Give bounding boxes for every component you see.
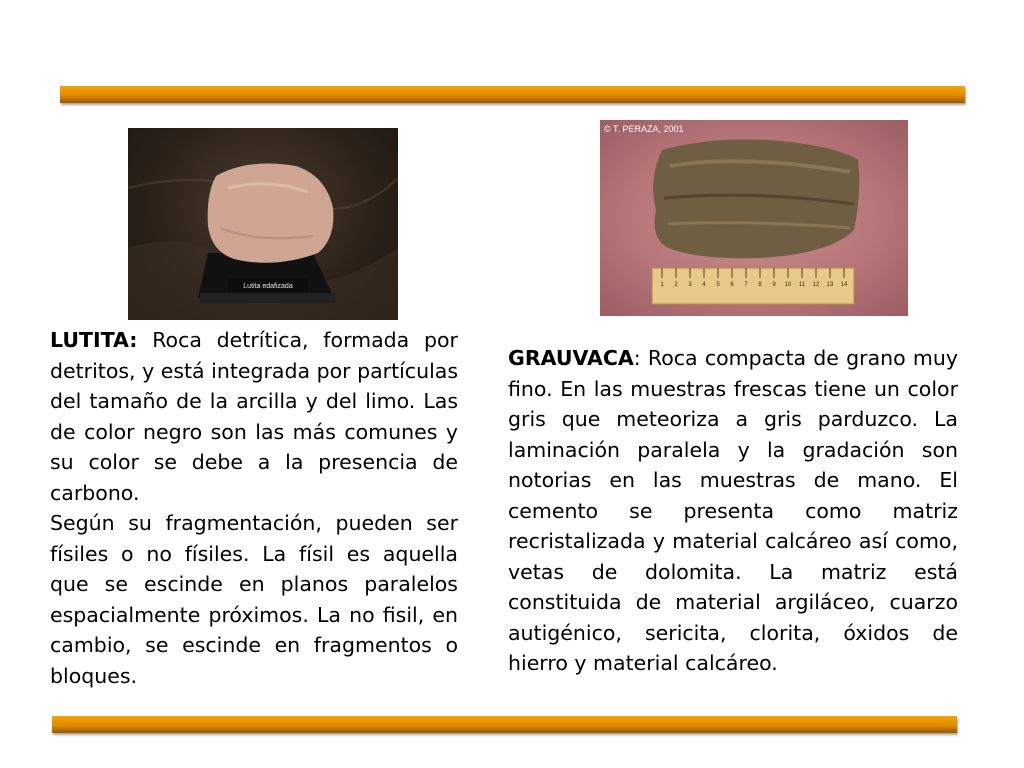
ruler-mark: 2 (674, 282, 678, 288)
ruler-mark: 3 (688, 282, 692, 288)
lutita-definition: Roca detrítica, formada por detritos, y está integrada por partículas del tamaño de la arcilla y del limo. Las de color negro son las más comunes y su color se debe a la presencia de carbono. (50, 328, 459, 505)
ruler-mark: 7 (744, 282, 748, 288)
grauvaca-term: GRAUVACA (508, 346, 634, 370)
grauvaca-description (508, 343, 958, 679)
bottom-divider-bar (52, 716, 957, 733)
ruler-mark: 9 (772, 282, 776, 288)
lutita-photo-label: Lutita edafizada (243, 283, 293, 290)
ruler-mark: 8 (758, 282, 762, 288)
grauvaca-definition: : Roca compacta de grano muy fino. En las muestras frescas tiene un color gris que meteoriza a gris parduzco. La laminación paralela y la gradación son notorias en las muestras de mano. El cemento se presenta como matriz recristalizada y material calcáreo así como, vetas de dolomita. La matriz está constituida de material argiláceo, cuarzo autigénico, sericita, clorita, óxidos de hierro y material calcáreo. (508, 346, 958, 675)
grauvaca-rock-image (600, 120, 908, 316)
top-divider-bar (60, 86, 965, 103)
grauvaca-photo-credit: © T. PERAZA, 2001 (604, 124, 684, 134)
lutita-paragraph-1 (50, 325, 458, 508)
ruler-mark: 1 (660, 282, 664, 288)
lutita-paragraph-2: Según su fragmentación, pueden ser físiles o no físiles. La físil es aquella que se escinde en planos paralelos espacialmente próximos. La no fisil, en cambio, se escinde en fragmentos o bloques. (50, 511, 458, 688)
ruler-mark: 10 (784, 282, 792, 288)
grauvaca-paragraph (508, 343, 958, 679)
lutita-term: LUTITA: (50, 328, 138, 352)
ruler-mark: 5 (716, 282, 720, 288)
grauvaca-photo (600, 120, 908, 316)
ruler-mark: 4 (702, 282, 706, 288)
ruler-mark: 11 (798, 282, 806, 288)
lutita-rock-image (128, 128, 398, 320)
lutita-photo (128, 128, 398, 320)
ruler-mark: 13 (826, 282, 834, 288)
ruler-mark: 12 (812, 282, 820, 288)
ruler-mark: 14 (840, 282, 848, 288)
ruler-mark: 6 (730, 282, 734, 288)
lutita-description (50, 325, 458, 691)
